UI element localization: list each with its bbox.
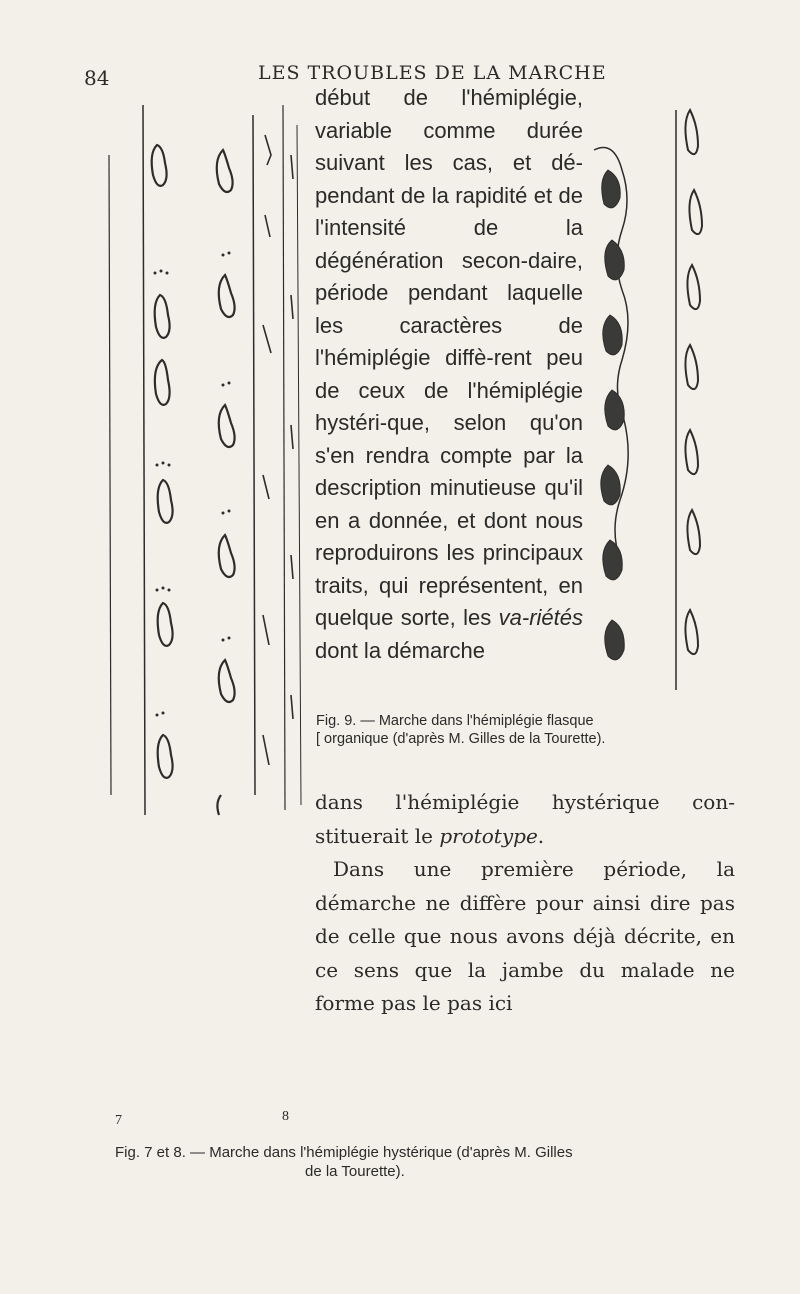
figure-8-number: 8 — [282, 1109, 289, 1124]
body-text-part: dans l'hémiplégie hystérique con-stituerait le — [315, 790, 735, 848]
figure-9-caption-line-2: [ organique (d'après M. Gilles de la Tourette). — [316, 731, 606, 747]
figure-7-8-footprints — [105, 95, 325, 825]
running-head: LES TROUBLES DE LA MARCHE — [258, 62, 607, 84]
figure-7-8-caption-line-1: Fig. 7 et 8. — Marche dans l'hémiplégie hystérique (d'après M. Gilles — [115, 1144, 573, 1161]
figure-9-footprints — [578, 90, 728, 690]
column-text-emphasis: va-riétés — [498, 605, 583, 630]
page-number: 84 — [84, 66, 110, 90]
figure-7-number: 7 — [115, 1113, 122, 1128]
figure-9-caption-line-1: Fig. 9. — Marche dans l'hémiplégie flasque — [316, 713, 594, 729]
column-text-part: début de l'hémiplégie, variable comme durée suivant les cas, et dé-pendant de la rapidité et de l'intensité de la dégénération secon-daire, période pendant laquelle les caractères de l'hémiplégie diffè-rent peu de ceux de l'hémiplégie hystéri-que, selon qu'on s'en rendra compte par la description minutieuse qu'il en a donnée, et dont nous reproduirons les principaux traits, qui représentent, en quelque sorte, les — [315, 85, 583, 630]
body-paragraph-2: Dans une première période, la démarche ne diffère pour ainsi dire pas de celle que nous avons déjà décrite, en ce sens que la jambe du malade ne forme pas le pas ici — [315, 857, 735, 1015]
body-paragraphs — [315, 786, 735, 1021]
column-text-end: dont la démarche — [315, 637, 485, 663]
column-paragraph — [315, 82, 583, 667]
flaccid-hemiplegia-track — [578, 90, 728, 690]
figure-7-8-caption-line-2: de la Tourette). — [305, 1163, 405, 1180]
footprint-track-illustration — [105, 95, 325, 825]
body-text-emphasis: prototype — [439, 823, 538, 848]
column-paragraph-text — [315, 82, 583, 667]
body-paragraph-1 — [315, 786, 735, 853]
figure-9-caption — [316, 712, 746, 748]
figure-7-8-caption — [115, 1143, 755, 1181]
body-text-end: . — [537, 823, 545, 848]
